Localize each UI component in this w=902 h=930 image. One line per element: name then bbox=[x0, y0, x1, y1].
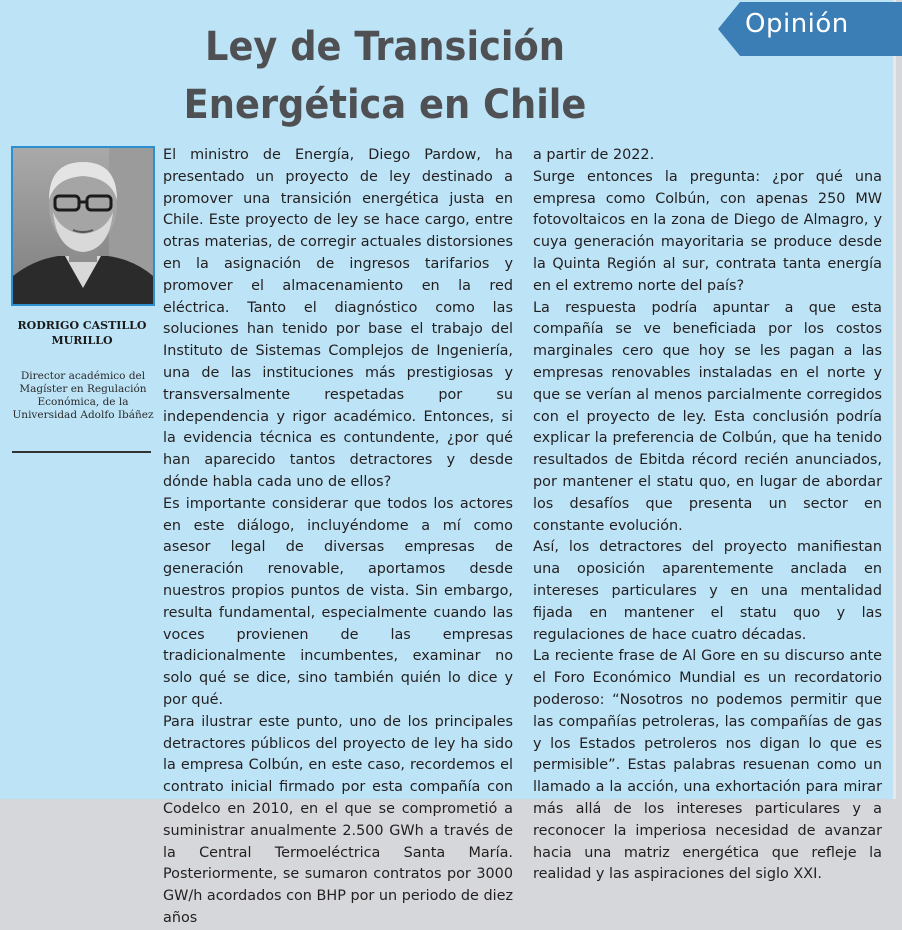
paragraph: La reciente frase de Al Gore en su discurso ante el Foro Económico Mundial es un recordatorio poderoso: “Nosotros no podemos permitir que las compañías petroleras, las compañías de gas y los Estados petroleros nos digan lo que es permisible”. Estas palabras resuenan como un llamado a la acción, una exhortación para mirar más allá de los intereses particulares y a reconocer la imperiosa necesidad de avanzar hacia una matriz energética que refleje la realidad y las aspiraciones del siglo XXI. bbox=[533, 648, 882, 883]
paragraph: Surge entonces la pregunta: ¿por qué una empresa como Colbún, con apenas 250 MW fotovoltaicos en la zona de Diego de Almagro, y cuya generación mayoritaria se produce desde la Quinta Región al sur, contrata tanta energía en el extremo norte del país? bbox=[533, 168, 882, 294]
paragraph: a partir de 2022. bbox=[533, 147, 655, 163]
article-column-1 bbox=[163, 145, 513, 930]
author-photo bbox=[11, 146, 155, 306]
headline-line-2: Energética en Chile bbox=[183, 82, 587, 128]
paragraph: El ministro de Energía, Diego Pardow, ha presentado un proyecto de ley destinado a promover una transición energética justa en Chile. Este proyecto de ley se hace cargo, entre otras materias, de corregir actuales distorsiones en la asignación de ingresos tarifarios y promover el almacenamiento en la red eléctrica. Tanto el diagnóstico como las soluciones han tenido por base el trabajo del Instituto de Sistemas Complejos de Ingeniería, una de las instituciones más prestigiosas y transversalmente respetadas por su independencia y rigor académico. Entonces, si la evidencia técnica es contundente, ¿por qué han aparecido tantos detractores y desde dónde habla cada uno de ellos? bbox=[163, 147, 513, 490]
author-role: Director académico del Magíster en Regulación Económica, de la Universidad Adolfo Ibáñez bbox=[12, 370, 154, 421]
author-name: RODRIGO CASTILLO MURILLO bbox=[17, 319, 147, 347]
paragraph: La respuesta podría apuntar a que esta compañía se ve beneficiada por los costos marginales cero que hoy se les pagan a las empresas renovables instaladas en el norte y que se verían al menos parcialmente corregidos con el proyecto de ley. Esta conclusión podría explicar la preferencia de Colbún, que ha tenido resultados de Ebitda récord recién anunciados, por mantener el statu quo, en lugar de abordar los desafíos que presenta un sector en constante evolución. bbox=[533, 299, 882, 534]
paragraph: Es importante considerar que todos los actores en este diálogo, incluyéndome a mí como asesor legal de diversas empresas de generación renovable, aportamos desde nuestros propios puntos de vista. Sin embargo, resulta fundamental, especialmente cuando las voces provienen de las empresas tradicionalmente incumbentes, examinar no solo qué se dice, sino también quién lo dice y por qué. bbox=[163, 495, 513, 708]
author-portrait-icon bbox=[13, 148, 153, 304]
article-headline bbox=[123, 18, 647, 134]
article-column-2 bbox=[533, 145, 882, 886]
paragraph: Para ilustrar este punto, uno de los principales detractores públicos del proyecto de ley ha sido la empresa Colbún, en este caso, recordemos el contrato inicial firmado por esta compañía con Codelco en 2010, en el que se comprometió a suministrar anualmente 2.500 GWh a través de la Central Termoeléctrica Santa María. Posteriormente, se sumaron contratos por 3000 GW/h acordados con BHP por un periodo de diez años bbox=[163, 713, 514, 926]
headline-line-1: Ley de Transición bbox=[204, 24, 565, 70]
paragraph: Así, los detractores del proyecto manifiestan una oposición aparentemente anclada en intereses particulares y en una mentalidad fijada en mantener el statu quo y las regulaciones de hace cuatro décadas. bbox=[533, 539, 882, 643]
author-divider bbox=[12, 451, 151, 453]
section-badge-label: Opinión bbox=[745, 9, 849, 39]
